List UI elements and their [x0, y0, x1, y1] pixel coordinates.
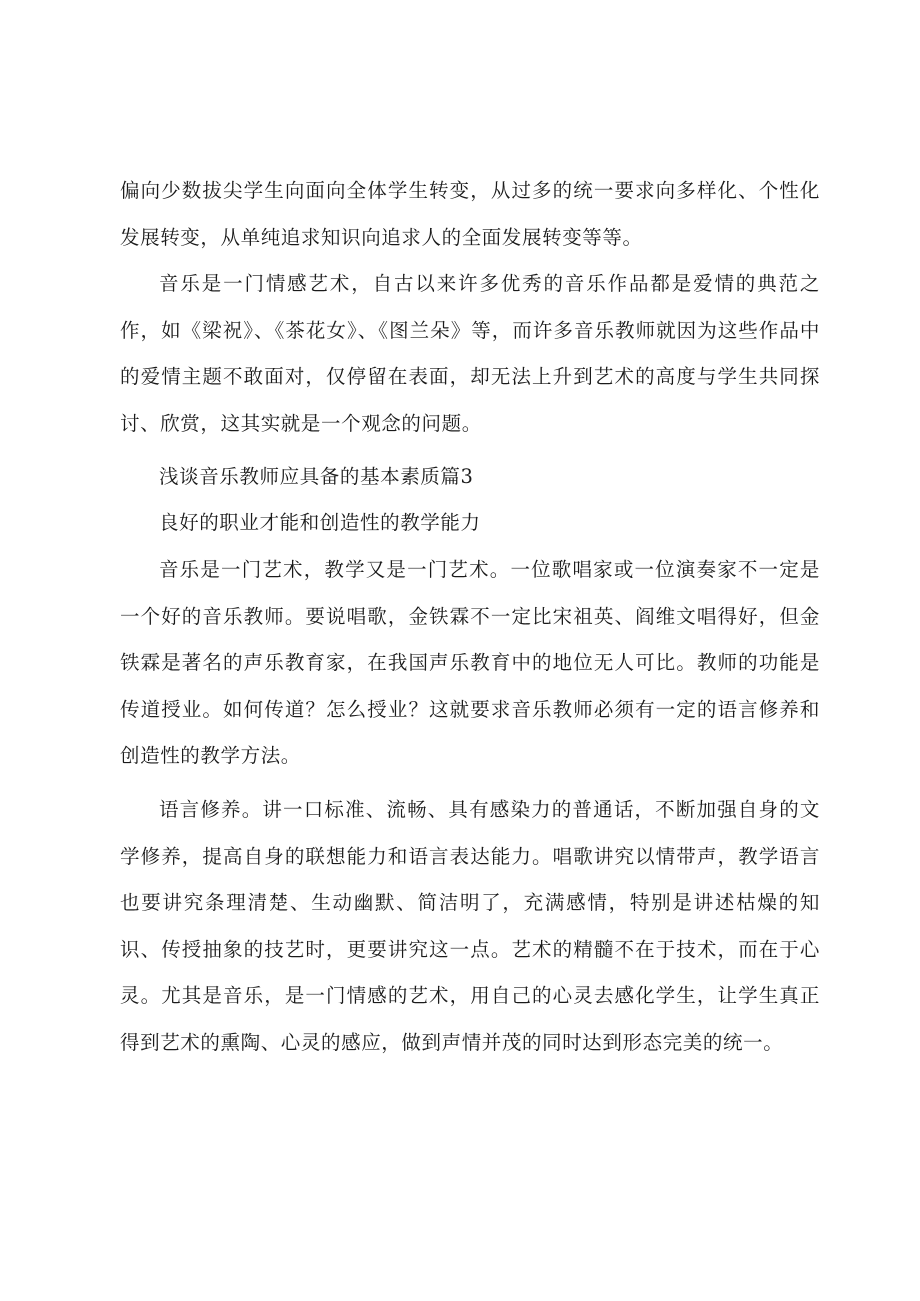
paragraph-text: 语言修养。讲一口标准、流畅、具有感染力的普通话，不断加强自身的文学修养，提高自身的联想能力和语言表达能力。唱歌讲究以情带声，教学语言也要讲究条理清楚、生动幽默、简洁明了，充满感情，特别是讲述枯燥的知识、传授抽象的技艺时，更要讲究这一点。艺术的精髓不在于技术，而在于心灵。尤其是音乐，是一门情感的艺术，用自己的心灵去感化学生，让学生真正得到艺术的熏陶、心灵的感应，做到声情并茂的同时达到形态完美的统一。	[120, 798, 820, 1054]
subsection-title	[120, 500, 820, 547]
paragraph-text: 音乐是一门情感艺术，自古以来许多优秀的音乐作品都是爱情的典范之作，如《梁祝》、《茶花女》、《图兰朵》等，而许多音乐教师就因为这些作品中的爱情主题不敢面对，仅停留在表面，却无法上升到艺术的高度与学生共同探讨、欣赏，这其实就是一个观念的问题。	[120, 272, 820, 435]
paragraph-continuation	[120, 168, 820, 261]
paragraph-text: 音乐是一门艺术，教学又是一门艺术。一位歌唱家或一位演奏家不一定是一个好的音乐教师。要说唱歌，金铁霖不一定比宋祖英、阎维文唱得好，但金铁霖是著名的声乐教育家，在我国声乐教育中的地位无人可比。教师的功能是传道授业。如何传道？怎么授业？这就要求音乐教师必须有一定的语言修养和创造性的教学方法。	[120, 558, 820, 767]
paragraph-teaching-art	[120, 547, 820, 780]
paragraph-music-emotion	[120, 261, 820, 447]
paragraph-text: 偏向少数拔尖学生向面向全体学生转变，从过多的统一要求向多样化、个性化发展转变，从单纯追求知识向追求人的全面发展转变等等。	[120, 179, 820, 249]
subsection-title-text: 良好的职业才能和创造性的教学能力	[159, 511, 481, 534]
section-title	[120, 454, 820, 501]
paragraph-language-cultivation	[120, 787, 820, 1066]
section-title-text: 浅谈音乐教师应具备的基本素质篇3	[159, 465, 474, 488]
